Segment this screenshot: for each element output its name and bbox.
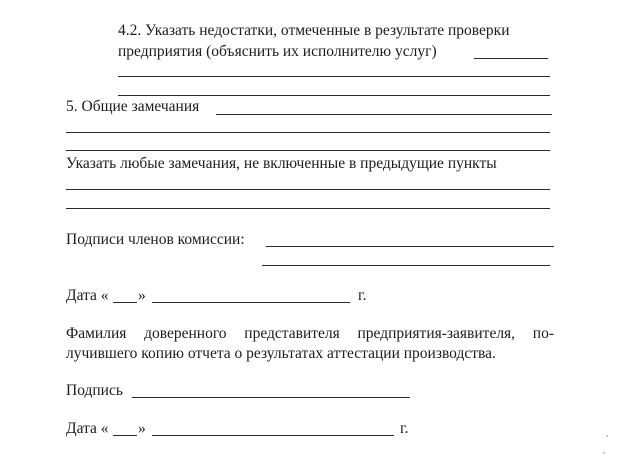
section-4-2-line-1: 4.2. Указать недостатки, отмеченные в результате проверки — [118, 22, 510, 39]
section-4-2-line-2: предприятия (объяснить их исполнителю услуг) — [118, 43, 437, 60]
section-5-blank-line-2[interactable] — [66, 150, 550, 151]
other-remarks-blank-line-1[interactable] — [66, 189, 550, 190]
date-1-year: г. — [358, 287, 367, 304]
representative-line-1: Фамилия доверенного представителя предприятия-заявителя, по- — [66, 325, 554, 342]
date-1-prefix: Дата « — [66, 287, 109, 304]
date-2-suffix: » — [138, 420, 146, 437]
signature-label: Подпись — [66, 382, 123, 399]
signature-blank[interactable] — [132, 397, 410, 398]
date-2-month-blank[interactable] — [152, 435, 394, 436]
date-2-prefix: Дата « — [66, 420, 109, 437]
section-4-2-inline-blank[interactable] — [474, 58, 548, 59]
date-1-day-blank[interactable] — [113, 302, 137, 303]
commission-signature-line-2[interactable] — [262, 265, 550, 266]
section-5-inline-blank[interactable] — [216, 114, 552, 115]
scan-speck — [603, 452, 605, 454]
section-4-2-blank-line-1[interactable] — [118, 76, 550, 77]
section-4-2-blank-line-2[interactable] — [118, 95, 550, 96]
scan-speck — [606, 435, 608, 437]
commission-signature-line-1[interactable] — [266, 246, 554, 247]
other-remarks-label: Указать любые замечания, не включенные в предыдущие пункты — [66, 155, 497, 172]
section-5-label: 5. Общие замечания — [66, 98, 200, 115]
date-2-day-blank[interactable] — [113, 435, 137, 436]
section-5-blank-line-1[interactable] — [66, 132, 550, 133]
date-1-suffix: » — [138, 287, 146, 304]
representative-line-2: лучившего копию отчета о результатах аттестации производства. — [66, 345, 496, 362]
date-1-month-blank[interactable] — [152, 302, 350, 303]
other-remarks-blank-line-2[interactable] — [66, 208, 550, 209]
commission-label: Подписи членов комиссии: — [66, 231, 245, 248]
date-2-year: г. — [400, 420, 409, 437]
